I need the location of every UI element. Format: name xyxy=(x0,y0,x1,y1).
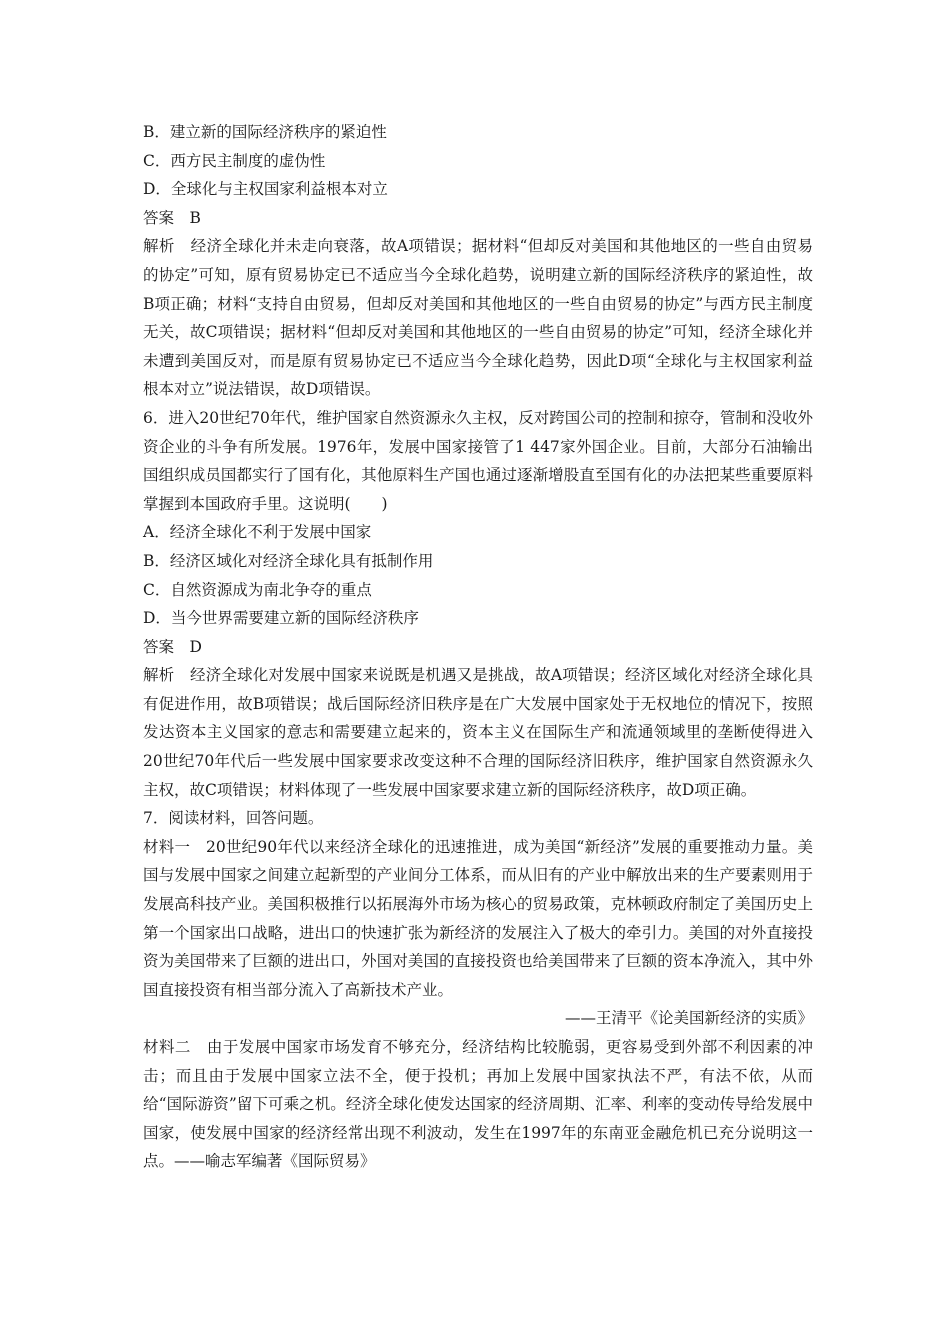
q7-material-one: 材料一 20世纪90年代以来经济全球化的迅速推进，成为美国“新经济”发展的重要推动力量。美国与发展中国家之间建立起新型的产业间分工体系，而从旧有的产业中解放出来的生产要素则用于发展高科技产业。美国积极推行以拓展海外市场为核心的贸易政策，克林顿政府制定了美国历史上第一个国家出口战略，进出口的快速扩张为新经济的发展注入了极大的牵引力。美国的对外直接投资为美国带来了巨额的进出口，外国对美国的直接投资也给美国带来了巨额的资本净流入，其中外国直接投资有相当部分流入了高新技术产业。 xyxy=(143,837,813,999)
q5-analysis: 解析 经济全球化并未走向衰落，故A项错误；据材料“但却反对美国和其他地区的一些自由贸易的协定”可知，原有贸易协定已不适应当今全球化趋势，说明建立新的国际经济秩序的紧迫性，故B项正确；材料“支持自由贸易，但却反对美国和其他地区的一些自由贸易的协定”与西方民主制度无关，故C项错误；据材料“但却反对美国和其他地区的一些自由贸易的协定”可知，经济全球化并未遭到美国反对，而是原有贸易协定已不适应当今全球化趋势，因此D项“全球化与主权国家利益根本对立”说法错误，故D项错误。 xyxy=(143,237,813,399)
q5-answer: 答案 B xyxy=(143,208,201,227)
q6-option-d: D．当今世界需要建立新的国际经济秩序 xyxy=(143,609,419,628)
document-page xyxy=(143,118,813,1176)
q6-stem: 6．进入20世纪70年代，维护国家自然资源永久主权，反对跨国公司的控制和掠夺，管制和没收外资企业的斗争有所发展。1976年，发展中国家接管了1 447家外国企业。目前，大部分石油输出国组织成员国都实行了国有化，其他原料生产国也通过逐渐增股直至国有化的办法把某些重要原料掌握到本国政府手里。这说明( ) xyxy=(143,408,813,513)
q5-option-b: B．建立新的国际经济秩序的紧迫性 xyxy=(143,123,387,141)
q6-option-c: C．自然资源成为南北争夺的重点 xyxy=(143,580,372,599)
q7-material-two: 材料二 由于发展中国家市场发育不够充分，经济结构比较脆弱，更容易受到外部不利因素的冲击；而且由于发展中国家立法不全，便于投机；再加上发展中国家执法不严，有法不依，从而给“国际游资”留下可乘之机。经济全球化使发达国家的经济周期、汇率、利率的变动传导给发展中国家，使发展中国家的经济经常出现不利波动，发生在1997年的东南亚金融危机已充分说明这一点。——喻志军编著《国际贸易》 xyxy=(143,1038,813,1171)
q7-stem: 7．阅读材料，回答问题。 xyxy=(143,809,324,828)
q6-option-b: B．经济区域化对经济全球化具有抵制作用 xyxy=(143,551,434,570)
q6-option-a: A．经济全球化不利于发展中国家 xyxy=(143,523,372,542)
q6-analysis: 解析 经济全球化对发展中国家来说既是机遇又是挑战，故A项错误；经济区域化对经济全球化具有促进作用，故B项错误；战后国际经济旧秩序是在广大发展中国家处于无权地位的情况下，按照发达资本主义国家的意志和需要建立起来的，资本主义在国际生产和流通领域里的垄断使得进入20世纪70年代后一些发展中国家要求改变这种不合理的国际经济旧秩序，维护国家自然资源永久主权，故C项错误；材料体现了一些发展中国家要求建立新的国际经济秩序，故D项正确。 xyxy=(143,666,813,799)
q5-option-d: D．全球化与主权国家利益根本对立 xyxy=(143,180,388,199)
q5-option-c: C．西方民主制度的虚伪性 xyxy=(143,151,326,170)
q7-material-one-source: ——王清平《论美国新经济的实质》 xyxy=(564,1009,813,1028)
q6-answer: 答案 D xyxy=(143,637,202,656)
